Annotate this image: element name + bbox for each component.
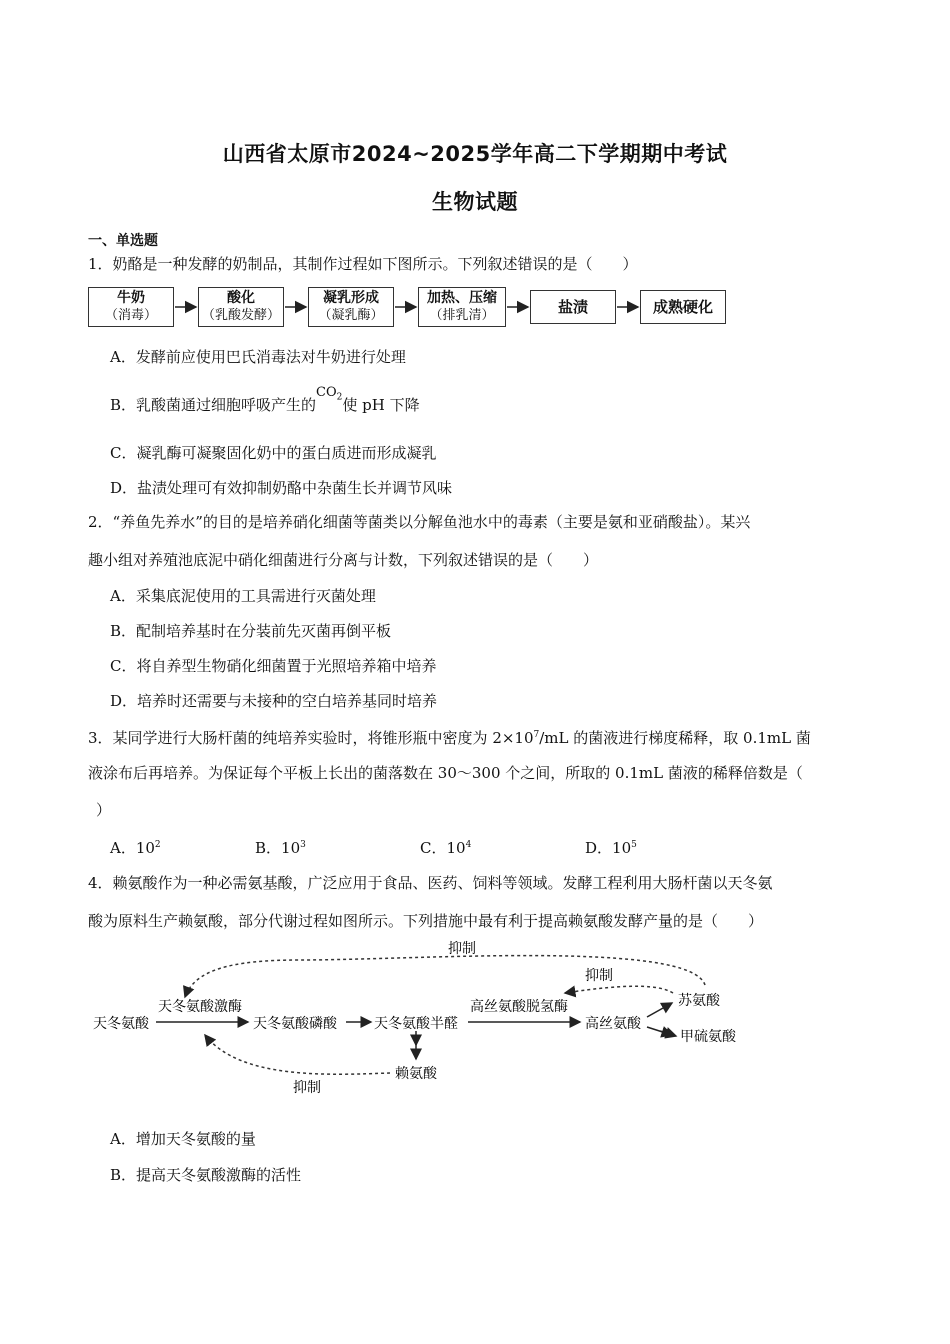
flow-step-sub: （乳酸发酵） [201,308,280,323]
flow-step-label: 加热、压缩 [427,290,497,306]
q4-option-b: B．提高天冬氨酸激酶的活性 [110,1166,302,1184]
node-aspartyl-phosphate: 天冬氨酸磷酸 [253,1016,337,1032]
question-3-line2: 液涂布后再培养。为保证每个平板上长出的菌落数在 30～300 个之间，所取的 0.1mL 菌液的稀释倍数是（ [88,764,803,782]
question-1-stem: 1．奶酪是一种发酵的奶制品，其制作过程如下图所示。下列叙述错误的是（ ） [88,255,638,273]
node-threonine: 苏氨酸 [678,993,720,1009]
q1-option-a: A．发酵前应使用巴氏消毒法对牛奶进行处理 [110,348,406,366]
q3-line1-text: 3．某同学进行大肠杆菌的纯培养实验时，将锥形瓶中密度为 2×10 [88,729,534,747]
q3-options [110,837,685,858]
co2-formula-main: CO [316,385,337,400]
inhibition-arrow-top [185,956,705,997]
flow-arrows [0,0,950,340]
flow-step-label: 凝乳形成 [323,290,379,306]
question-4-line1: 4．赖氨酸作为一种必需氨基酸，广泛应用于食品、医药、饲料等领域。发酵工程利用大肠杆菌以天冬氨 [88,874,773,892]
inhibit-label-bottom: 抑制 [293,1080,321,1096]
q2-option-c: C．将自养型生物硝化细菌置于光照培养箱中培养 [110,657,437,675]
q3-option-exp: 2 [154,840,161,850]
co2-formula-sub: 2 [336,392,343,403]
question-3-line3: ） [96,801,112,819]
q1-option-b-text-end: 使 pH 下降 [342,396,420,414]
q3-line1-text-end: /mL 的菌液进行梯度稀释，取 0.1mL 菌 [539,729,811,747]
q3-option-label: A．10 [110,839,155,857]
node-methionine: 甲硫氨酸 [680,1029,736,1045]
q3-option-c [420,837,585,858]
q1-option-b [110,385,420,423]
flow-step-label: 成熟硬化 [652,298,713,316]
q3-option-label: C．10 [420,839,466,857]
q3-option-exp: 4 [465,840,472,850]
q1-option-b-text: B．乳酸菌通过细胞呼吸产生的 [110,396,317,414]
q1-option-c: C．凝乳酶可凝聚固化奶中的蛋白质进而形成凝乳 [110,444,437,462]
lysine-pathway-diagram [0,935,950,1100]
q3-option-d [585,837,685,858]
q3-option-label: D．10 [585,839,632,857]
section-heading: 一、单选题 [88,233,158,249]
q1-option-d: D．盐渍处理可有效抑制奶酪中杂菌生长并调节风味 [110,479,453,497]
inhibit-label-mid: 抑制 [585,968,613,984]
q2-option-d: D．培养时还需要与未接种的空白培养基同时培养 [110,692,438,710]
node-homoserine: 高丝氨酸 [585,1016,641,1032]
question-4-line2: 酸为原料生产赖氨酸，部分代谢过程如图所示。下列措施中最有利于提高赖氨酸发酵产量的是（ ） [88,912,764,930]
question-3-line1 [88,717,863,756]
q3-option-a [110,837,255,858]
enzyme-aspartokinase: 天冬氨酸激酶 [158,999,242,1015]
question-2-line1: 2．“养鱼先养水”的目的是培养硝化细菌等菌类以分解鱼池水中的毒素（主要是氨和亚硝酸盐）。某兴 [88,513,751,531]
arrow-to-threonine [647,1003,672,1017]
q3-option-label: B．10 [255,839,301,857]
q3-exponent: 7 [533,730,540,740]
inhibition-arrow-mid [565,986,673,993]
node-semialdehyde: 天冬氨酸半醛 [374,1016,458,1032]
question-2-line2: 趣小组对养殖池底泥中硝化细菌进行分离与计数，下列叙述错误的是（ ） [88,551,599,569]
q3-option-exp: 3 [300,840,306,850]
arrow-to-methionine-2 [660,1031,676,1036]
q3-option-b [255,837,420,858]
q3-option-exp: 5 [631,840,637,850]
flow-step-label: 牛奶 [117,290,145,306]
flow-step-sub: （消毒） [104,308,157,323]
q4-option-a: A．增加天冬氨酸的量 [110,1130,256,1148]
page-title: 山西省太原市2024~2025学年高二下学期期中考试 [222,142,728,166]
co2-formula [316,385,343,403]
q2-option-b: B．配制培养基时在分装前先灭菌再倒平板 [110,622,392,640]
flow-step-label: 酸化 [227,290,255,306]
flow-step-sub: （凝乳酶） [318,308,384,323]
flow-step-sub: （排乳清） [429,308,495,323]
page-subtitle: 生物试题 [432,190,518,214]
q2-option-a: A．采集底泥使用的工具需进行灭菌处理 [110,587,376,605]
inhibition-arrow-bottom [205,1035,390,1074]
enzyme-homoserine-dehydrogenase: 高丝氨酸脱氢酶 [470,999,568,1015]
node-lysine: 赖氨酸 [395,1066,437,1082]
node-aspartate: 天冬氨酸 [93,1016,149,1032]
flow-step-label: 盐渍 [557,298,588,316]
inhibit-label-top: 抑制 [448,941,476,957]
